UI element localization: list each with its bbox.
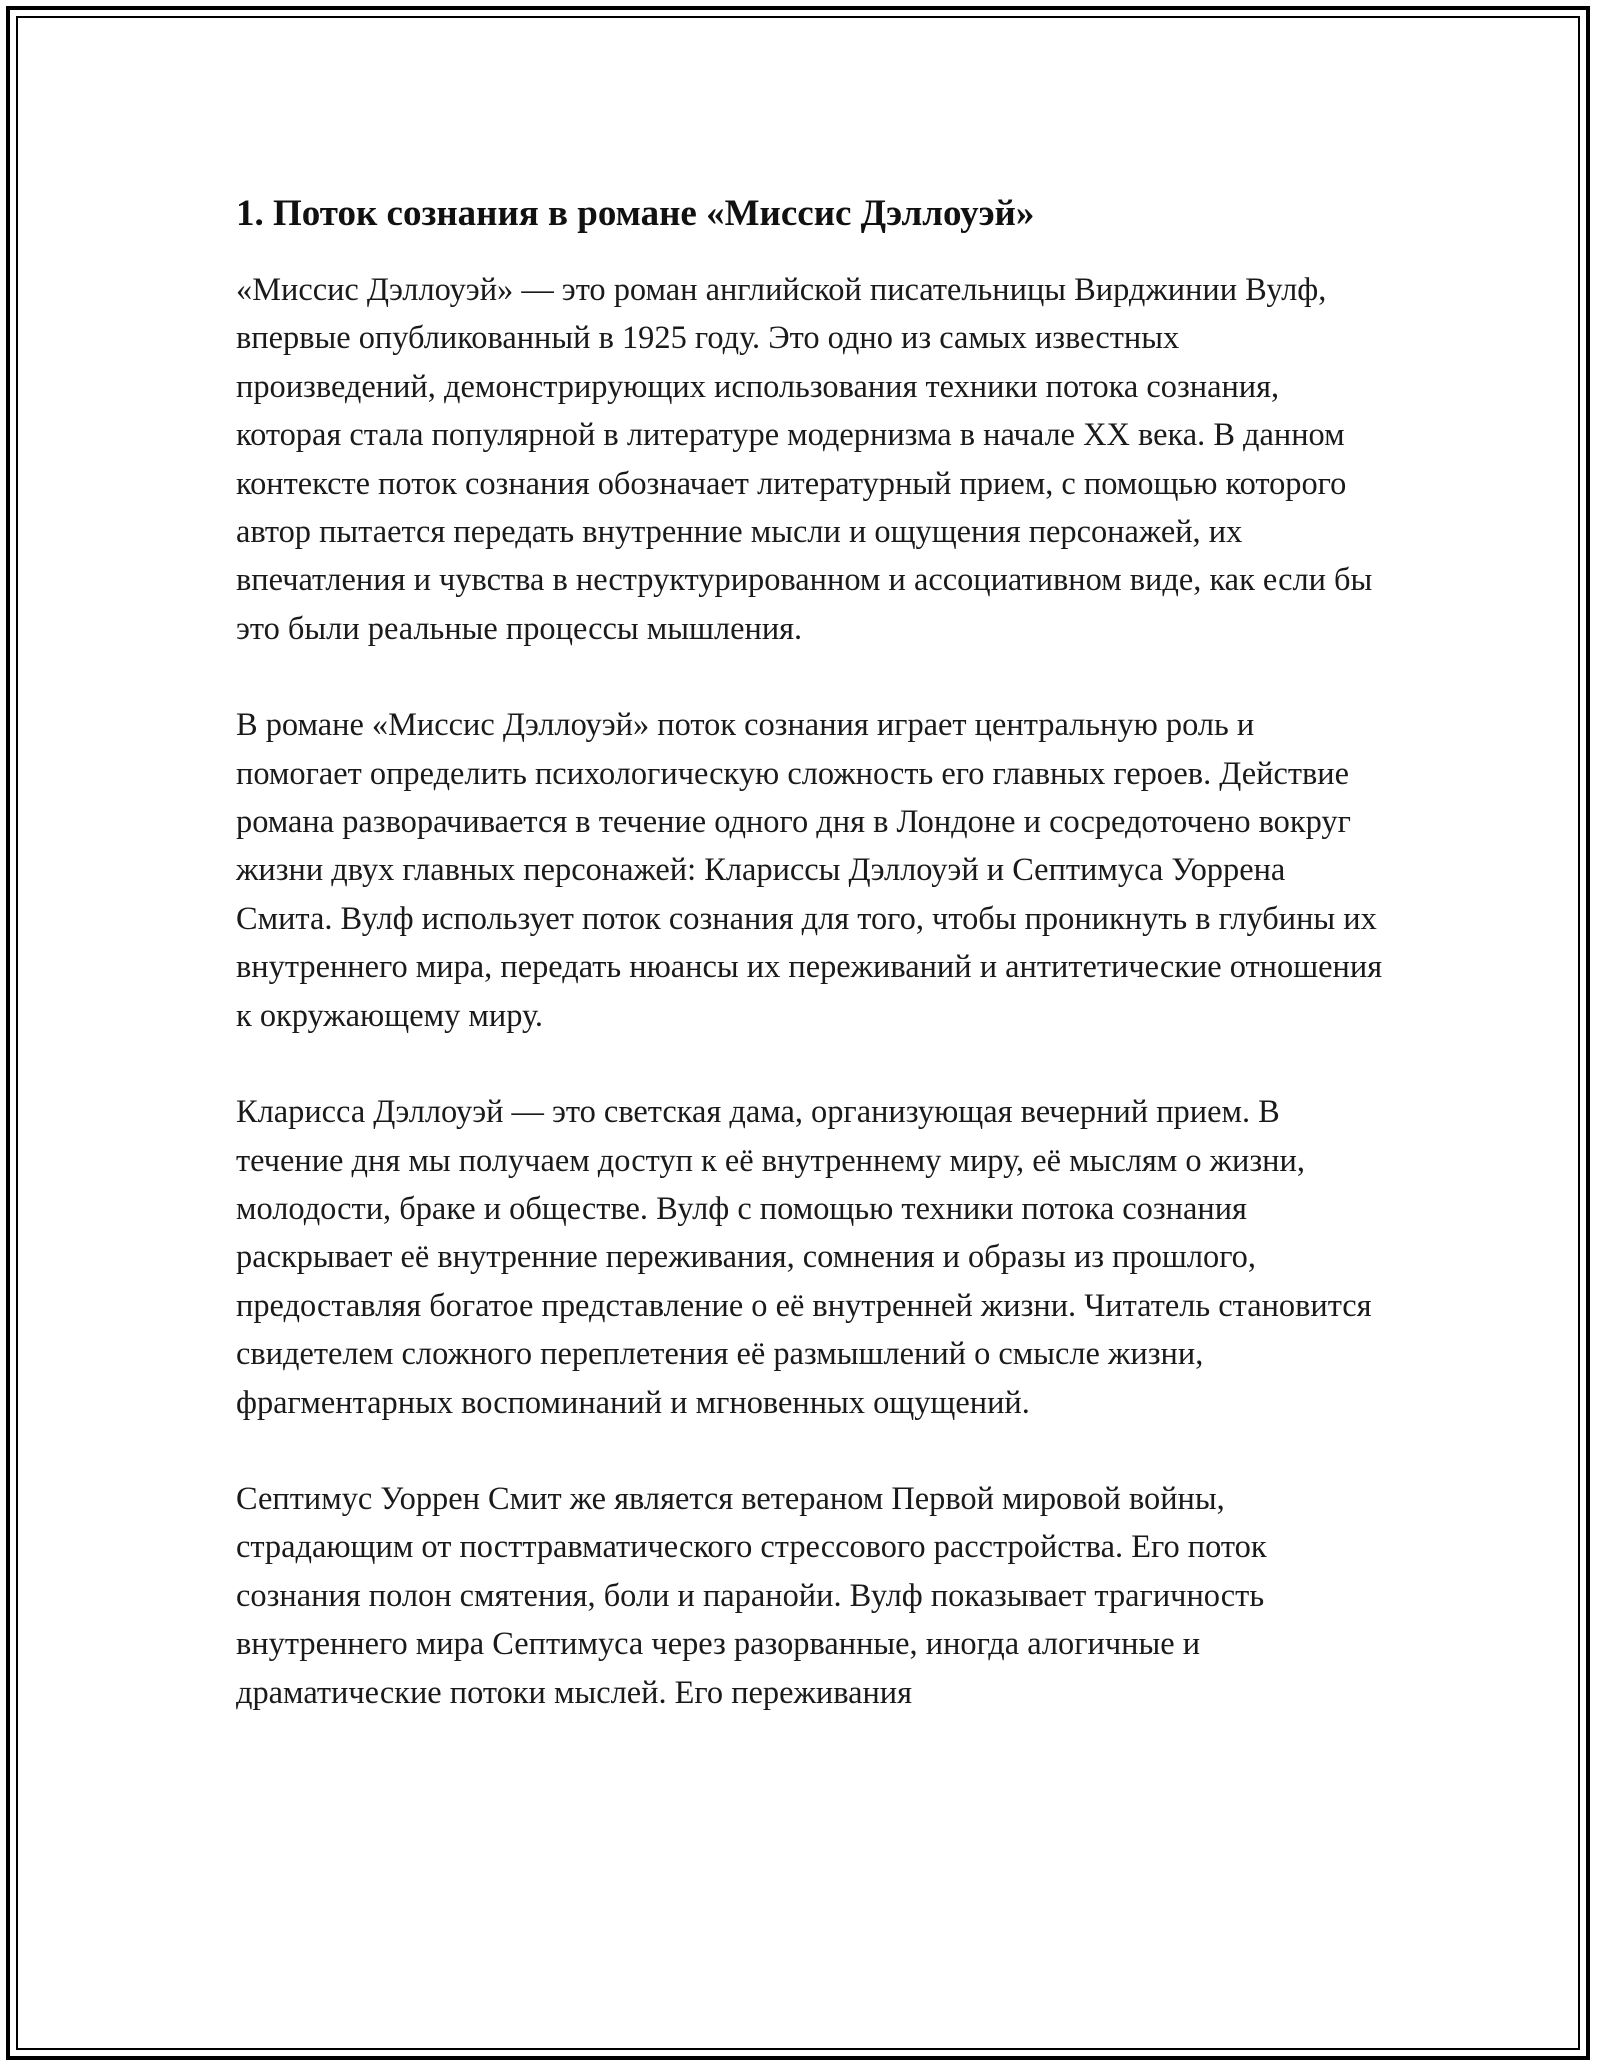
document-page [236, 188, 1386, 1717]
paragraph-septimus: Септимус Уоррен Смит же является ветераном Первой мировой войны, страдающим от посттравматического стрессового расстройства. Его поток сознания полон смятения, боли и паранойи. Вулф показывает трагичность внутреннего мира Септимуса через разорванные, иногда алогичные и драматические потоки мыслей. Его переживания [236, 1480, 1267, 1711]
paragraph-central-role: В романе «Миссис Дэллоуэй» поток сознания играет центральную роль и помогает определить психологическую сложность его главных героев. Действие романа разворачивается в течение одного дня в Лондоне и сосредоточено вокруг жизни двух главных персонажей: Клариссы Дэллоуэй и Септимуса Уоррена Смита. Вулф использует поток сознания для того, чтобы проникнуть в глубины их внутреннего мира, передать нюансы их переживаний и антитетические отношения к окружающему миру. [236, 707, 1383, 1034]
paragraph-clarissa: Кларисса Дэллоуэй — это светская дама, организующая вечерний прием. В течение дня мы получаем доступ к её внутреннему миру, её мыслям о жизни, молодости, браке и обществе. Вулф с помощью техники потока сознания раскрывает её внутренние переживания, сомнения и образы из прошлого, предоставляя богатое представление о её внутренней жизни. Читатель становится свидетелем сложного переплетения её размышлений о смысле жизни, фрагментарных воспоминаний и мгновенных ощущений. [236, 1094, 1372, 1421]
paragraph-intro: «Миссис Дэллоуэй» — это роман английской писательницы Вирджинии Вулф, впервые опубликованный в 1925 году. Это одно из самых известных произведений, демонстрирующих использования техники потока сознания, которая стала популярной в литературе модернизма в начале XX века. В данном контексте поток сознания обозначает литературный прием, с помощью которого автор пытается передать внутренние мысли и ощущения персонажей, их впечатления и чувства в неструктурированном и ассоциативном виде, как если бы это были реальные процессы мышления. [236, 272, 1373, 647]
section-heading: 1. Поток сознания в романе «Миссис Дэллоуэй» [236, 193, 1035, 234]
